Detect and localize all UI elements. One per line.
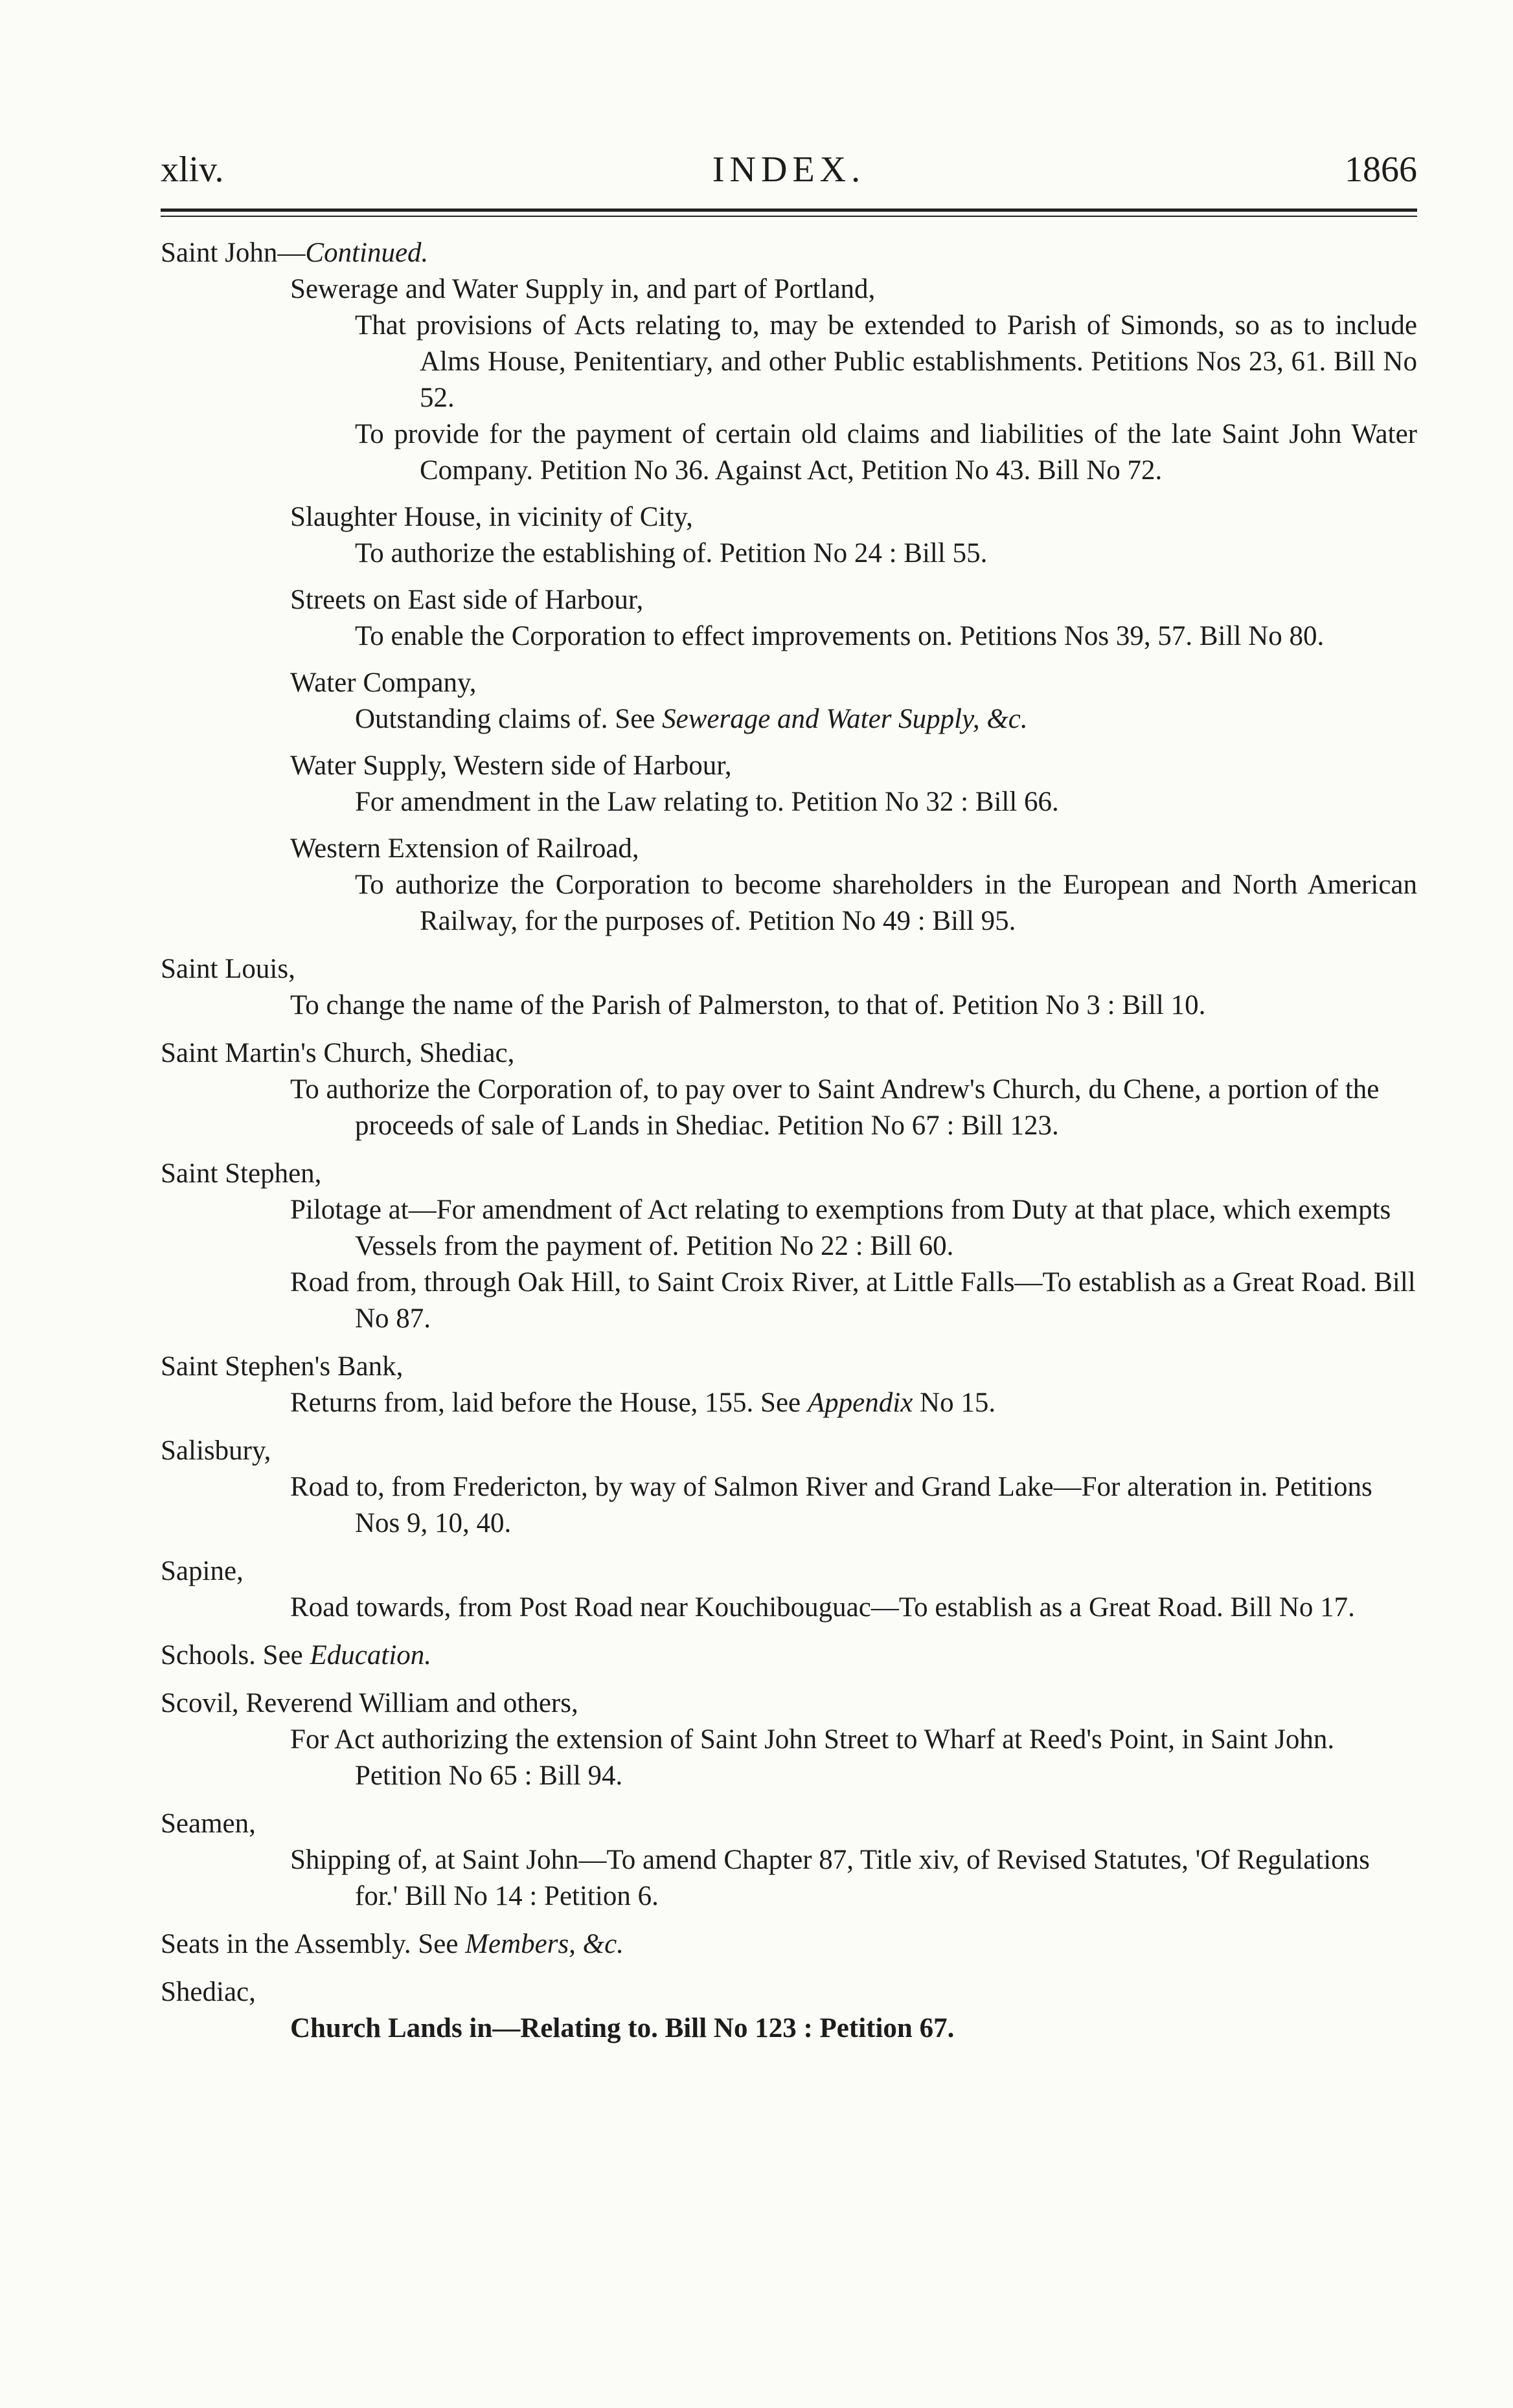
index-entry <box>161 951 1417 987</box>
index-entry <box>161 831 1417 867</box>
entry-text: Streets on East side of Harbour, <box>290 585 644 615</box>
header-rule-thin <box>161 216 1417 217</box>
index-entry <box>161 987 1417 1024</box>
index-entry <box>161 1842 1417 1915</box>
index-entry <box>161 1806 1417 1842</box>
index-entry <box>161 1685 1417 1722</box>
entry-italic-text: Members, &c. <box>465 1929 624 1959</box>
index-entry <box>161 1722 1417 1794</box>
entry-text: Outstanding claims of. See <box>355 704 663 734</box>
entry-text: Seamen, <box>161 1808 256 1839</box>
entry-text: Sapine, <box>161 1556 244 1586</box>
entry-text: Road towards, from Post Road near Kouchibouguac—To establish as a Great Road. Bill No 17. <box>290 1592 1355 1623</box>
index-entry <box>161 701 1417 737</box>
index-entry <box>161 499 1417 535</box>
entry-text: Shipping of, at Saint John—To amend Chapter 87, Title xiv, of Revised Statutes, 'Of Regulations for.' Bill No 14 : Petition 6. <box>290 1845 1370 1911</box>
index-page <box>161 149 1417 2047</box>
entry-text: Church Lands in—Relating to. Bill No 123 : Petition 67. <box>290 2013 955 2043</box>
entry-text: To enable the Corporation to effect improvements on. Petitions Nos 39, 57. Bill No 80. <box>355 621 1325 651</box>
index-entry <box>161 1072 1417 1144</box>
entry-text: For Act authorizing the extension of Saint John Street to Wharf at Reed's Point, in Saint John. Petition No 65 : Bill 94. <box>290 1724 1335 1791</box>
entry-text: Returns from, laid before the House, 155. See <box>290 1388 808 1418</box>
entry-text: Scovil, Reverend William and others, <box>161 1688 578 1718</box>
index-entry <box>161 1469 1417 1542</box>
index-entry <box>161 1265 1417 1337</box>
entry-italic-text: Continued. <box>305 238 429 268</box>
index-entry <box>161 1156 1417 1192</box>
index-entry <box>161 235 1417 271</box>
entry-text: For amendment in the Law relating to. Petition No 32 : Bill 66. <box>355 787 1059 817</box>
entry-text: Saint Stephen's Bank, <box>161 1351 404 1382</box>
index-entry <box>161 748 1417 784</box>
index-entry <box>161 1553 1417 1590</box>
entry-text: To change the name of the Parish of Palmerston, to that of. Petition No 3 : Bill 10. <box>290 990 1206 1020</box>
index-entry <box>161 1590 1417 1626</box>
entry-text: To authorize the Corporation to become shareholders in the European and North American Railway, for the purposes of. Petition No 49 : Bill 95. <box>355 870 1417 936</box>
entry-text: Water Company, <box>290 668 477 698</box>
entry-text: To authorize the Corporation of, to pay over to Saint Andrew's Church, du Chene, a portion of the proceeds of sale of Lands in Shediac. Petition No 67 : Bill 123. <box>290 1074 1380 1141</box>
index-entry <box>161 2010 1417 2047</box>
entry-text: To provide for the payment of certain old claims and liabilities of the late Saint John Water Company. Petition No 36. Against Act, Petition No 43. Bill No 72. <box>355 419 1417 486</box>
index-entry <box>161 665 1417 701</box>
header-rule-thick <box>161 208 1417 212</box>
entry-text: Road to, from Fredericton, by way of Salmon River and Grand Lake—For alteration in. Petitions Nos 9, 10, 40. <box>290 1472 1372 1538</box>
index-entry <box>161 1637 1417 1674</box>
page-year: 1866 <box>1345 150 1417 190</box>
entry-text: Salisbury, <box>161 1435 271 1466</box>
page-number: xliv. <box>161 150 224 190</box>
entry-text: Saint Stephen, <box>161 1158 322 1189</box>
entry-italic-text: Education. <box>310 1640 432 1671</box>
entry-text: Sewerage and Water Supply in, and part of Portland, <box>290 274 876 304</box>
entry-text: Pilotage at—For amendment of Act relating to exemptions from Duty at that place, which exempts Vessels from the payment of. Petition No 22 : Bill 60. <box>290 1195 1391 1261</box>
page-title: INDEX. <box>712 150 866 190</box>
entry-italic-text: Sewerage and Water Supply, &c. <box>662 704 1028 734</box>
entry-text: To authorize the establishing of. Petition No 24 : Bill 55. <box>355 538 988 568</box>
entry-text: Western Extension of Railroad, <box>290 833 639 864</box>
index-entry <box>161 784 1417 820</box>
index-entry <box>161 416 1417 489</box>
index-entries <box>161 235 1417 2047</box>
index-entry <box>161 1035 1417 1072</box>
entry-text: That provisions of Acts relating to, may be extended to Parish of Simonds, so as to include Alms House, Penitentiary, and other Public establishments. Petitions Nos 23, 61. Bill No 52. <box>355 310 1417 413</box>
entry-text: Water Supply, Western side of Harbour, <box>290 750 732 781</box>
index-entry <box>161 1926 1417 1963</box>
entry-text: Saint Martin's Church, Shediac, <box>161 1038 515 1068</box>
index-entry <box>161 1974 1417 2010</box>
entry-text: Shediac, <box>161 1977 256 2007</box>
entry-text: Seats in the Assembly. See <box>161 1929 466 1959</box>
entry-italic-text: Appendix <box>807 1388 913 1418</box>
entry-text: Saint Louis, <box>161 954 295 984</box>
entry-text: Road from, through Oak Hill, to Saint Croix River, at Little Falls—To establish as a Great Road. Bill No 87. <box>290 1267 1416 1334</box>
index-entry <box>161 1385 1417 1421</box>
index-entry <box>161 867 1417 940</box>
index-entry <box>161 1349 1417 1385</box>
index-entry <box>161 582 1417 618</box>
index-entry <box>161 308 1417 416</box>
entry-text-tail: No 15. <box>913 1388 996 1418</box>
index-entry <box>161 271 1417 308</box>
index-entry <box>161 535 1417 572</box>
index-entry <box>161 1433 1417 1469</box>
index-entry <box>161 618 1417 655</box>
entry-text: Saint John— <box>161 238 306 268</box>
page-header <box>161 149 1417 201</box>
entry-text: Schools. See <box>161 1640 310 1671</box>
entry-text: Slaughter House, in vicinity of City, <box>290 502 693 532</box>
index-entry <box>161 1192 1417 1265</box>
